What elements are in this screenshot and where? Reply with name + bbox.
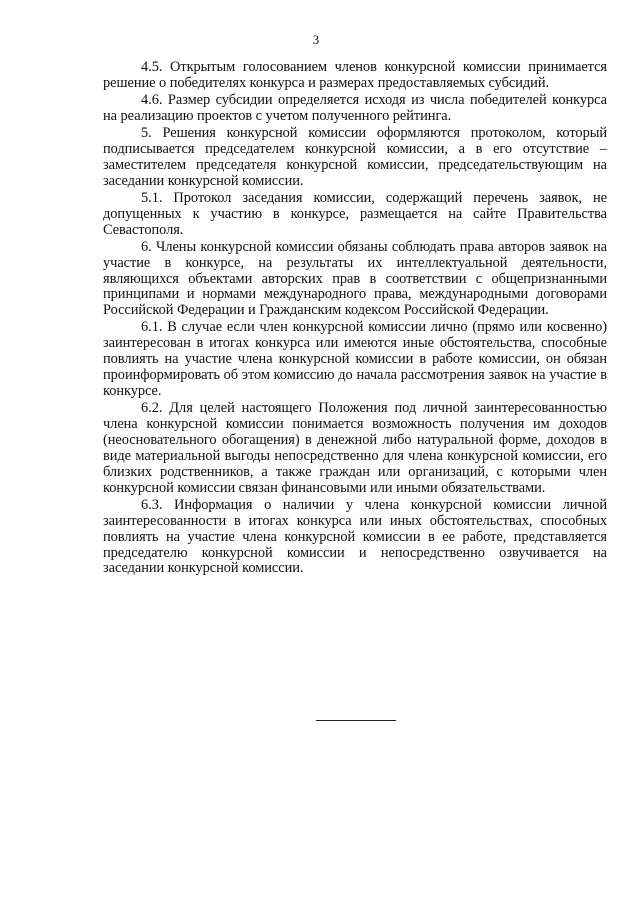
paragraph-5-1: 5.1. Протокол заседания комиссии, содержащий перечень заявок, не допущенных к участию в конкурсе, размещается на сайте Правительства Севастополя. <box>103 189 607 238</box>
paragraph-4-6: 4.6. Размер субсидии определяется исходя из числа победителей конкурса на реализацию проектов с учетом полученного рейтинга. <box>103 92 607 124</box>
paragraph-4-5: 4.5. Открытым голосованием членов конкурсной комиссии принимается решение о победителях конкурса и размерах предоставляемых субсидий. <box>103 59 607 91</box>
paragraph-6-3: 6.3. Информация о наличии у члена конкурсной комиссии личной заинтересованности в итогах конкурса или иных обстоятельствах, способных повлиять на участие члена конкурсной комиссии в ее работе, представляется председателю конкурсной комиссии и непосредственно озвучивается на заседании конкурсной комиссии. <box>103 496 607 577</box>
paragraph-5: 5. Решения конкурсной комиссии оформляются протоколом, который подписывается председателем конкурсной комиссии, а в его отсутствие – заместителем председателя конкурсной комиссии, председательствующим на заседании конкурсной комиссии. <box>103 125 607 189</box>
paragraph-6-1: 6.1. В случае если член конкурсной комиссии лично (прямо или косвенно) заинтересован в итогах конкурса или имеются иные обстоятельства, способные повлиять на участие члена конкурсной комиссии в работе комиссии, он обязан проинформировать об этом комиссию до начала рассмотрения заявок на участие в конкурсе. <box>103 319 607 400</box>
paragraph-6: 6. Члены конкурсной комиссии обязаны соблюдать права авторов заявок на участие в конкурсе, на результаты их интеллектуальной деятельности, являющихся объектами авторских прав в соответствии с общепризнанными принципами и нормами международного права, международными договорами Российской Федерации и Гражданским кодексом Российской Федерации. <box>103 238 607 319</box>
page-number: 3 <box>312 32 320 47</box>
closing-divider-line <box>316 720 396 721</box>
paragraph-6-2: 6.2. Для целей настоящего Положения под личной заинтересованностью члена конкурсной комиссии понимается возможность получения им доходов (неосновательного обогащения) в денежной либо натуральной форме, доходов в виде материальной выгоды непосредственно для члена конкурсной комиссии, его близких родственников, а также граждан или организаций, с которыми член конкурсной комиссии связан финансовыми или иными обязательствами. <box>103 400 607 496</box>
document-body <box>103 60 607 579</box>
